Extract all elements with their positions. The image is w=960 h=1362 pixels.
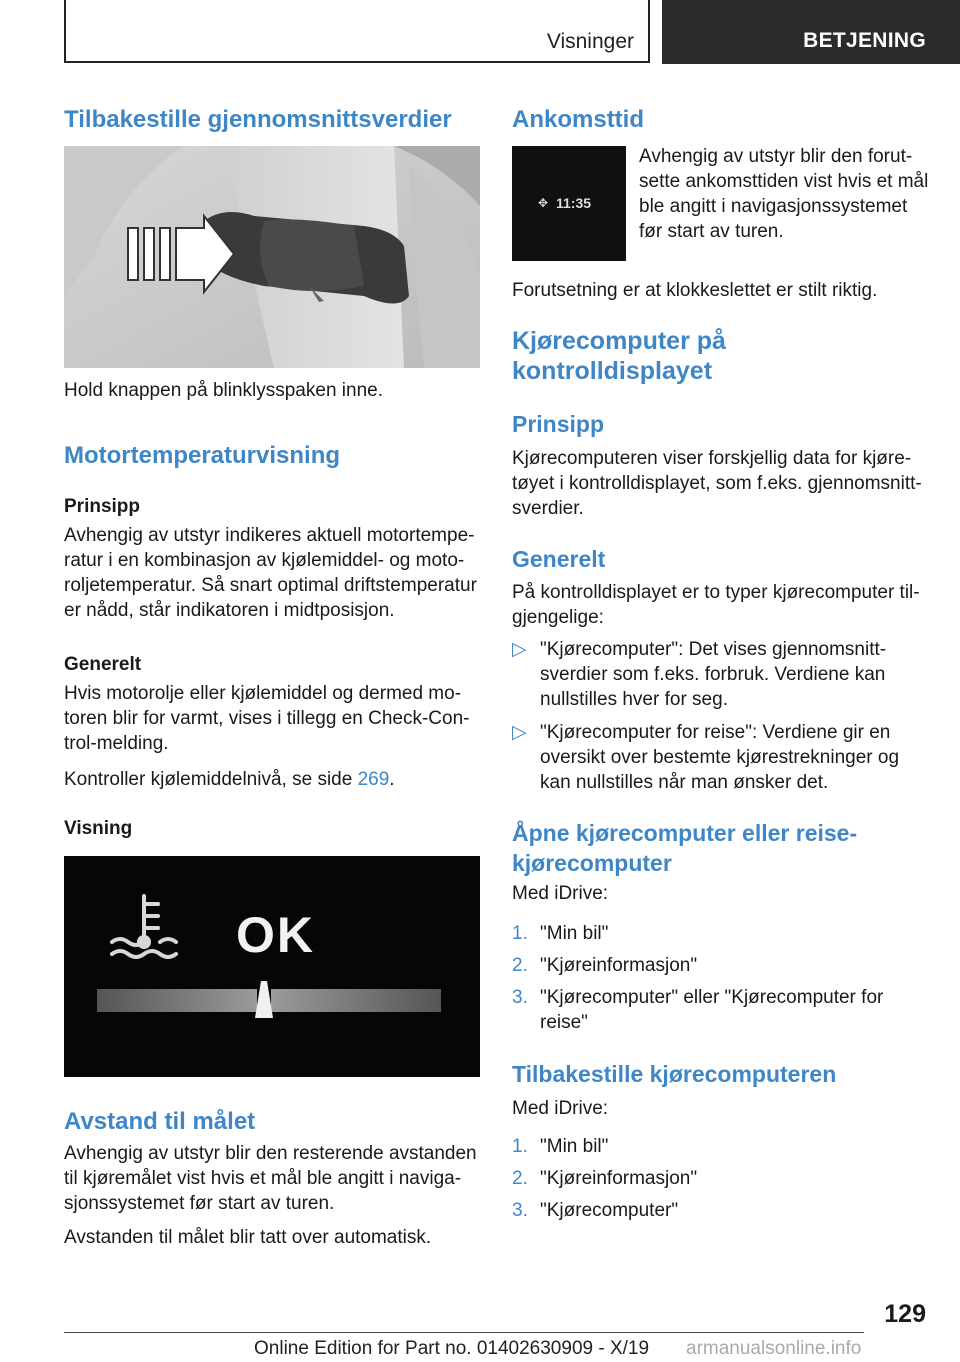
paragraph-generelt: Hvis motorolje eller kjølemiddel og dermed motoren blir for varmt, vises i tillegg en Check-Control-melding. xyxy=(64,683,470,754)
arrival-time-value: 11:35 xyxy=(556,195,592,211)
temperature-display-image xyxy=(64,856,480,1077)
heading-ankomsttid: Ankomsttid xyxy=(512,106,644,133)
flag-icon: ✥ xyxy=(538,196,549,210)
paragraph-avstand-1: Avhengig av utstyr blir den resterende avstanden til kjøremålet vist hvis et mål ble angitt i navigasjonssystemet før start av turen. xyxy=(64,1143,477,1214)
heading-kjorecomputer: Kjørecomputer på kontrolldisplayet xyxy=(512,327,726,385)
paragraph-prinsipp-right: Kjørecomputeren viser forskjellig data for kjøretøyet i kontrolldisplayet, som f.eks. gjennomsnittsverdier. xyxy=(512,448,922,519)
image-caption: Hold knappen på blinklysspaken inne. xyxy=(64,380,383,401)
bullet-arrow-icon: ▷ xyxy=(512,639,527,660)
heading-tilbakestille: Tilbakestille kjørecomputeren xyxy=(512,1061,837,1087)
heading-generelt: Generelt xyxy=(64,654,142,675)
edition-text: Online Edition for Part no. 01402630909 - X/19 xyxy=(254,1338,650,1359)
watermark-logo: armanualsonline.info xyxy=(686,1338,862,1359)
paragraph-avstand-2: Avstanden til målet blir tatt over automatisk. xyxy=(64,1227,432,1248)
page-header xyxy=(0,0,960,66)
heading-apne: Åpne kjørecomputer eller reisekjørecomputer xyxy=(512,820,858,876)
paragraph-idrive-1: Med iDrive: xyxy=(512,883,609,904)
paragraph-idrive-2: Med iDrive: xyxy=(512,1098,609,1119)
bullet-arrow-icon: ▷ xyxy=(512,722,527,743)
chapter-title: BETJENING xyxy=(803,29,926,52)
paragraph-ankomsttid: Avhengig av utstyr blir den forutsette ankomsttiden vist hvis et mål ble angitt i navigasjonssystemet før start av turen. xyxy=(639,146,929,242)
ok-label: OK xyxy=(236,907,315,963)
page-number: 129 xyxy=(884,1300,926,1328)
heading-visning: Visning xyxy=(64,818,133,839)
section-tab xyxy=(64,0,650,63)
paragraph-kontroll: Kontroller kjølemiddelnivå, se side 269. xyxy=(64,769,395,790)
heading-prinsipp-right: Prinsipp xyxy=(512,411,605,437)
turn-signal-lever-image xyxy=(64,146,480,368)
heading-motortemp: Motortemperaturvisning xyxy=(64,442,341,469)
chapter-tab xyxy=(662,0,960,64)
turn-signal-lever-illustration xyxy=(64,146,480,368)
temperature-gauge-graphic xyxy=(64,856,480,1077)
heading-generelt-right: Generelt xyxy=(512,546,606,572)
arrival-time-display-image xyxy=(512,146,626,261)
paragraph-forutsetning: Forutsetning er at klokkeslettet er stilt riktig. xyxy=(512,280,878,301)
heading-reset-averages: Tilbakestille gjennomsnittsverdier xyxy=(64,106,452,133)
heading-avstand: Avstand til målet xyxy=(64,1108,256,1135)
footer-divider xyxy=(64,1332,864,1333)
paragraph-generelt-right: På kontrolldisplayet er to typer kjørecomputer tilgjengelige: xyxy=(512,582,920,628)
paragraph-prinsipp: Avhengig av utstyr indikeres aktuell motortemperatur i en kombinasjon av kjølemiddel- og motoroljetemperatur. Så snart optimal driftstemperatur er nådd, står indikatoren i midtposisjon. xyxy=(64,525,477,621)
section-title: Visninger xyxy=(546,30,634,53)
heading-prinsipp: Prinsipp xyxy=(64,496,141,517)
page-link[interactable]: 269 xyxy=(357,769,390,790)
